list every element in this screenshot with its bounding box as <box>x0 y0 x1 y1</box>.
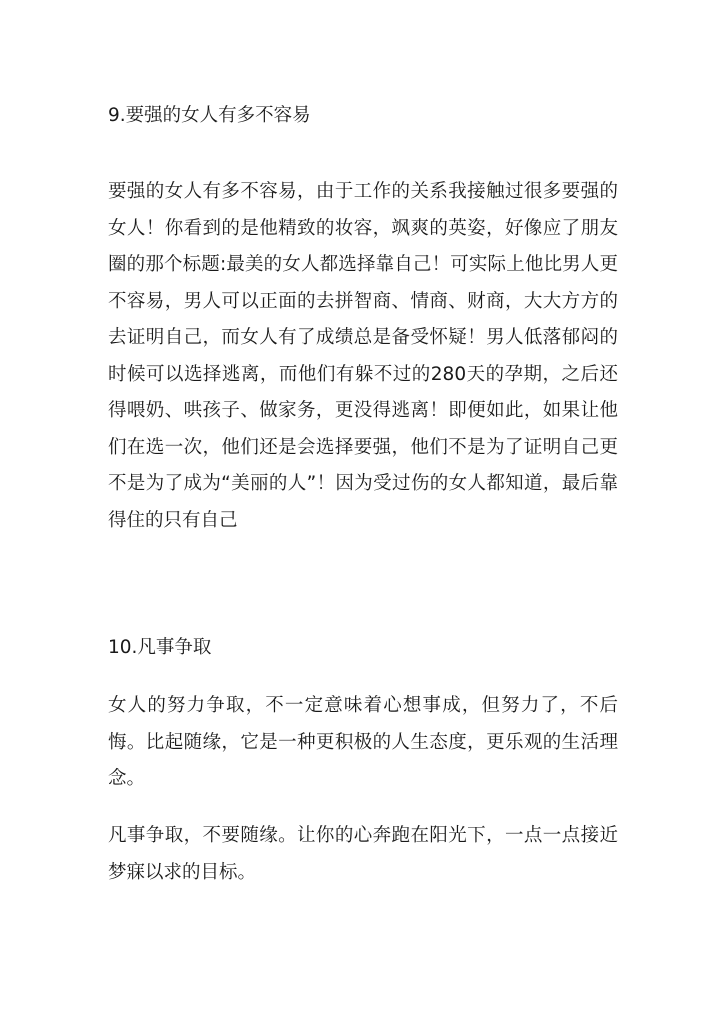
section-9-heading: 9.要强的女人有多不容易 <box>108 105 311 126</box>
section-10-paragraph-1: 女人的努力争取，不一定意味着心想事成，但努力了，不后悔。比起随缘，它是一种更积极的人生态度，更乐观的生活理念。 <box>108 695 618 789</box>
section-10-paragraph-2: 凡事争取，不要随缘。让你的心奔跑在阳光下，一点一点接近梦寐以求的目标。 <box>108 825 618 883</box>
section-10-heading: 10.凡事争取 <box>108 637 212 658</box>
section-9-paragraph: 要强的女人有多不容易，由于工作的关系我接触过很多要强的女人！你看到的是他精致的妆容，飒爽的英姿，好像应了朋友圈的那个标题:最美的女人都选择靠自己！可实际上他比男人更不容易，男人可以正面的去拼智商、情商、财商，大大方方的去证明自己，而女人有了成绩总是备受怀疑！男人低落郁闷的时候可以选择逃离，而他们有躲不过的280天的孕期，之后还得喂奶、哄孩子、做家务，更没得逃离！即便如此，如果让他们在选一次，他们还是会选择要强，他们不是为了证明自己更不是为了成为“美丽的人”！因为受过伤的女人都知道，最后靠得住的只有自己 <box>108 181 618 531</box>
